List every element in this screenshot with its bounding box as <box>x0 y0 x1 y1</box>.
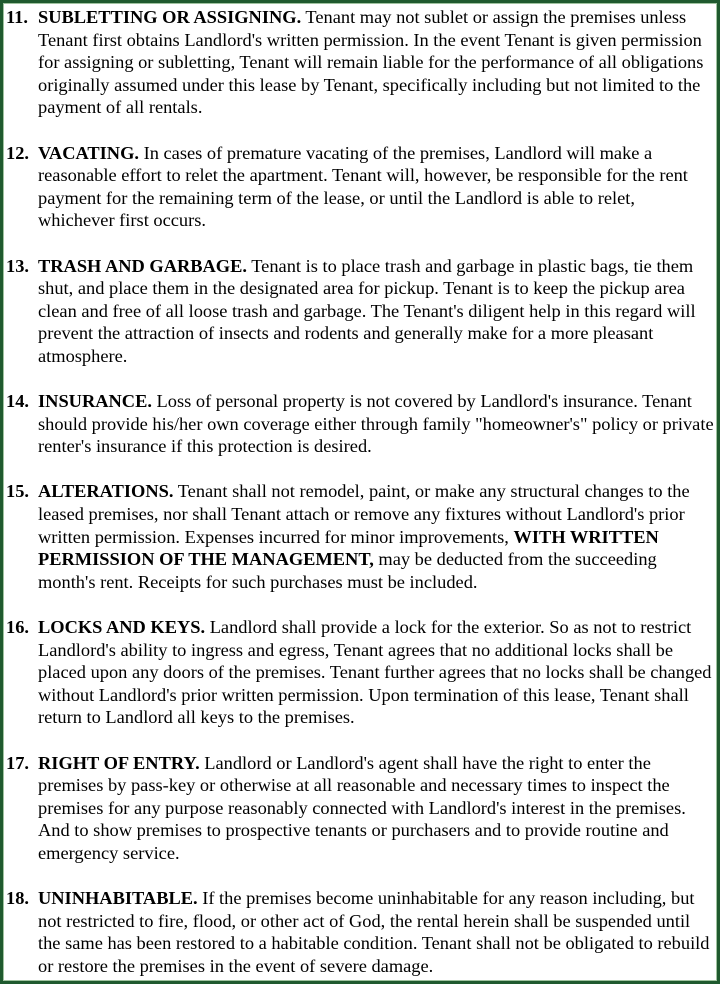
clause-text: Landlord or Landlord's agent shall have the right to enter the premises by pass-key or otherwise at all reasonable and necessary times to inspect the premises for any purpose reasonably connected with Landlord's interest in the premises. And to show premises to prospective tenants or purchasers and to provide routine and emergency service. <box>38 752 686 863</box>
clause-body <box>38 752 716 865</box>
clause-number: 11. <box>6 7 28 27</box>
clause-text: Tenant is to place trash and garbage in plastic bags, tie them shut, and place them in the designated area for pickup. Tenant is to keep the pickup area clean and free of all loose trash and garbage. The Tenant's diligent help in this regard will prevent the attraction of insects and rodents and generally make for a more pleasant atmosphere. <box>38 255 696 366</box>
clause-text: In cases of premature vacating of the premises, Landlord will make a reasonable effort to relet the apartment. Tenant will, however, be responsible for the rent payment for the remaining term of the lease, or until the Landlord is able to relet, whichever first occurs. <box>38 142 688 231</box>
clause-emphasis: WITH WRITTEN PERMISSION OF THE MANAGEMENT, <box>38 526 659 570</box>
clause-body <box>38 142 716 232</box>
clause-12-vacating <box>4 142 716 232</box>
clause-14-insurance <box>4 390 716 458</box>
clause-15-alterations <box>4 480 716 593</box>
clause-11-subletting <box>4 6 716 119</box>
clause-number: 16. <box>6 617 29 638</box>
clause-17-entry <box>4 752 716 865</box>
clause-13-trash <box>4 255 716 368</box>
clause-title: RIGHT OF ENTRY. <box>38 752 200 773</box>
clause-body <box>38 887 716 977</box>
clause-title: INSURANCE. <box>38 391 152 412</box>
clause-number: 13. <box>6 255 29 276</box>
clause-number: 18. <box>6 888 29 909</box>
clause-text: Landlord shall provide a lock for the exterior. So as not to restrict Landlord's ability to ingress and egress, Tenant agrees that no additional locks shall be placed upon any doors of the premises. Tenant further agrees that no locks shall be changed without Landlord's prior written permission. Upon termination of this lease, Tenant shall return to Landlord all keys to the premises. <box>38 617 712 728</box>
clause-title: TRASH AND GARBAGE. <box>38 255 247 276</box>
clause-text: Tenant shall not remodel, paint, or make any structural changes to the leased premises, nor shall Tenant attach or remove any fixtures without Landlord's prior written permission. Expenses incurred for minor improvements, <box>38 481 690 547</box>
lease-page <box>4 4 716 980</box>
clause-text: may be deducted from the succeeding month's rent. Receipts for such purchases must be included. <box>38 549 657 592</box>
clause-text: Loss of personal property is not covered by Landlord's insurance. Tenant should provide his/her own coverage either through family "homeowner's" policy or private renter's insurance if this protection is desired. <box>38 391 714 457</box>
clause-body <box>38 616 716 729</box>
clause-body <box>38 480 716 593</box>
clause-number: 17. <box>6 752 29 773</box>
clause-title: VACATING. <box>38 142 139 163</box>
clause-text: If the premises become uninhabitable for any reason including, but not restricted to fire, flood, or other act of God, the rental herein shall be suspended until the same has been restored to a habitable condition. Tenant shall not be obligated to rebuild or restore the premises in the event of severe damage. <box>38 888 710 976</box>
clause-body <box>38 390 716 458</box>
clause-title: ALTERATIONS. <box>38 481 174 502</box>
clause-number: 14. <box>6 391 29 412</box>
clause-18-uninhabitable <box>4 887 716 977</box>
clause-number: 12. <box>6 142 29 163</box>
document-frame <box>3 3 717 981</box>
clause-body <box>38 255 716 368</box>
clause-text: Tenant may not sublet or assign the premises unless Tenant first obtains Landlord's written permission. In the event Tenant is given permission for assigning or subletting, Tenant will remain liable for the performance of all obligations originally assumed under this lease by Tenant, specifically including but not limited to the payment of all rentals. <box>38 7 704 118</box>
clause-title: UNINHABITABLE. <box>38 888 198 909</box>
clause-body <box>38 6 716 119</box>
clause-title: LOCKS AND KEYS. <box>38 617 206 638</box>
clause-title: SUBLETTING OR ASSIGNING. <box>38 7 302 27</box>
clause-number: 15. <box>6 481 29 502</box>
clause-16-locks <box>4 616 716 729</box>
